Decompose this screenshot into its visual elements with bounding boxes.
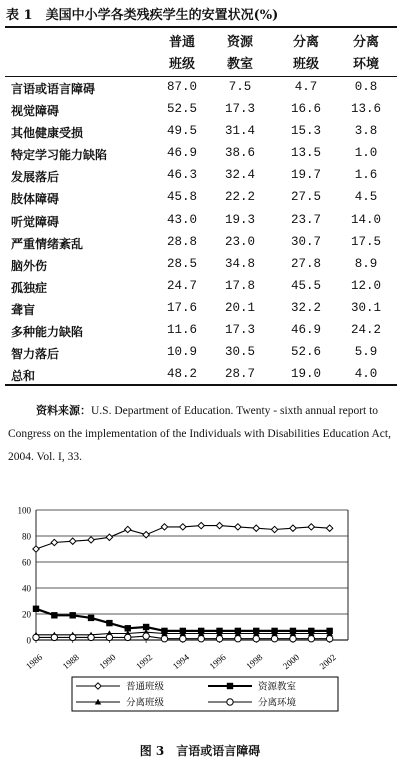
table-cell: 17.8 bbox=[224, 278, 255, 293]
table-row bbox=[5, 187, 397, 209]
table-row bbox=[5, 210, 397, 232]
table-cell: 31.4 bbox=[224, 124, 255, 139]
table-row bbox=[5, 77, 397, 99]
table-cell: 13.6 bbox=[350, 102, 381, 117]
x-tick-label: 1986 bbox=[23, 652, 45, 672]
data-point bbox=[253, 636, 259, 642]
table-top-rule bbox=[5, 26, 397, 28]
row-label: 脑外伤 bbox=[11, 258, 48, 273]
data-point bbox=[308, 636, 314, 642]
table-cell: 4.5 bbox=[354, 190, 378, 205]
legend-box bbox=[72, 677, 338, 711]
column-header-resource-room: 资源 教室 bbox=[226, 35, 253, 72]
data-point bbox=[235, 524, 241, 530]
table-cell: 32.4 bbox=[224, 168, 255, 183]
data-point bbox=[33, 546, 39, 552]
column-header-separate-class: 分离 班级 bbox=[292, 35, 319, 72]
table-cell: 12.0 bbox=[350, 278, 381, 293]
legend-label: 普通班级 bbox=[126, 681, 165, 693]
legend-marker bbox=[227, 699, 233, 705]
table-cell: 28.8 bbox=[166, 234, 197, 249]
data-point bbox=[180, 636, 186, 642]
data-point bbox=[125, 634, 131, 640]
data-point bbox=[308, 524, 314, 530]
legend-label: 分离班级 bbox=[126, 697, 165, 709]
table-cell: 45.5 bbox=[290, 278, 321, 293]
table-cell: 17.3 bbox=[224, 102, 255, 117]
table-body bbox=[5, 77, 397, 386]
data-point bbox=[143, 633, 149, 639]
table-cell: 30.5 bbox=[224, 345, 255, 360]
data-point bbox=[235, 636, 241, 642]
x-tick-label: 1992 bbox=[134, 652, 155, 672]
table-cell: 1.0 bbox=[354, 146, 378, 161]
table-cell: 22.2 bbox=[224, 190, 255, 205]
table-cell: 14.0 bbox=[350, 212, 381, 227]
row-label: 严重情绪紊乱 bbox=[11, 236, 84, 251]
table-row bbox=[5, 232, 397, 254]
table-cell: 17.6 bbox=[166, 300, 197, 315]
table-bottom-rule bbox=[5, 384, 397, 386]
column-header-regular-class: 普通 班级 bbox=[168, 35, 195, 72]
row-label: 智力落后 bbox=[11, 347, 60, 362]
table-row bbox=[5, 99, 397, 121]
data-point bbox=[51, 612, 57, 618]
data-point bbox=[290, 636, 296, 642]
data-point bbox=[271, 526, 277, 532]
x-tick-label: 1996 bbox=[207, 652, 228, 672]
data-point bbox=[216, 522, 222, 528]
table-cell: 28.7 bbox=[224, 367, 255, 382]
table-cell: 30.1 bbox=[350, 300, 381, 315]
x-tick-label: 2002 bbox=[317, 652, 338, 672]
x-tick-label: 1988 bbox=[60, 652, 81, 672]
source-note bbox=[8, 399, 394, 469]
data-point bbox=[161, 524, 167, 530]
data-point bbox=[106, 634, 112, 640]
table-row bbox=[5, 254, 397, 276]
table-cell: 19.3 bbox=[224, 212, 255, 227]
x-tick-label: 1998 bbox=[244, 652, 265, 672]
data-point bbox=[70, 634, 76, 640]
y-tick-label: 60 bbox=[22, 557, 31, 568]
table-cell: 17.3 bbox=[224, 323, 255, 338]
table-row bbox=[5, 121, 397, 143]
table-cell: 5.9 bbox=[354, 345, 378, 360]
data-point bbox=[161, 636, 167, 642]
data-point bbox=[88, 537, 94, 543]
table-row bbox=[5, 320, 397, 342]
x-tick-label: 2000 bbox=[280, 652, 302, 672]
data-point bbox=[198, 636, 204, 642]
table-cell: 15.3 bbox=[290, 124, 321, 139]
y-tick-label: 80 bbox=[22, 531, 31, 542]
column-header-separate-setting: 分离 环境 bbox=[352, 35, 379, 72]
row-label: 听觉障碍 bbox=[11, 214, 60, 229]
row-label: 特定学习能力缺陷 bbox=[11, 148, 108, 163]
table-cell: 27.5 bbox=[290, 190, 321, 205]
table-cell: 32.2 bbox=[290, 300, 321, 315]
table-cell: 46.3 bbox=[166, 168, 197, 183]
y-tick-label: 0 bbox=[26, 635, 31, 646]
row-label: 发展落后 bbox=[11, 170, 60, 185]
table-cell: 52.5 bbox=[166, 102, 197, 117]
data-point bbox=[33, 634, 39, 640]
table-title: 表 1 美国中小学各类残疾学生的安置状况(%) bbox=[6, 8, 279, 23]
table-cell: 8.9 bbox=[354, 256, 378, 271]
x-tick-label: 1994 bbox=[170, 652, 192, 672]
table-cell: 87.0 bbox=[166, 80, 197, 94]
data-point bbox=[125, 526, 131, 532]
table-cell: 52.6 bbox=[290, 345, 321, 360]
series-line bbox=[36, 609, 330, 631]
y-tick-label: 20 bbox=[22, 609, 31, 620]
table-cell: 0.8 bbox=[354, 80, 378, 94]
row-label: 言语或语言障碍 bbox=[11, 82, 96, 96]
table-cell: 24.2 bbox=[350, 323, 381, 338]
data-point bbox=[198, 522, 204, 528]
row-label: 总和 bbox=[11, 369, 36, 384]
data-point bbox=[106, 534, 112, 540]
row-label: 其他健康受损 bbox=[11, 126, 84, 141]
table-cell: 45.8 bbox=[166, 190, 197, 205]
table-cell: 43.0 bbox=[166, 212, 197, 227]
table-row bbox=[5, 342, 397, 364]
table-cell: 20.1 bbox=[224, 300, 255, 315]
data-point bbox=[326, 636, 332, 642]
table-cell: 48.2 bbox=[166, 367, 197, 382]
y-tick-label: 40 bbox=[22, 583, 31, 594]
data-point bbox=[88, 634, 94, 640]
table-row bbox=[5, 143, 397, 165]
data-point bbox=[290, 525, 296, 531]
table-cell: 46.9 bbox=[290, 323, 321, 338]
data-point bbox=[253, 525, 259, 531]
data-point bbox=[51, 634, 57, 640]
table-cell: 13.5 bbox=[290, 146, 321, 161]
legend-marker bbox=[95, 683, 101, 689]
table-cell: 23.7 bbox=[290, 212, 321, 227]
table-row bbox=[5, 276, 397, 298]
data-point bbox=[70, 612, 76, 618]
data-point bbox=[143, 532, 149, 538]
data-point bbox=[216, 636, 222, 642]
row-label: 多种能力缺陷 bbox=[11, 325, 84, 340]
table-cell: 19.7 bbox=[290, 168, 321, 183]
data-point bbox=[70, 538, 76, 544]
table-cell: 19.0 bbox=[290, 367, 321, 382]
legend-label: 资源教室 bbox=[258, 681, 297, 693]
legend-label: 分离环境 bbox=[258, 697, 297, 709]
table-cell: 30.7 bbox=[290, 234, 321, 249]
table-cell: 1.6 bbox=[354, 168, 378, 183]
table-cell: 10.9 bbox=[166, 345, 197, 360]
table-cell: 17.5 bbox=[350, 234, 381, 249]
table-cell: 3.8 bbox=[354, 124, 378, 139]
data-point bbox=[106, 620, 112, 626]
table-row bbox=[5, 364, 397, 386]
table-cell: 28.5 bbox=[166, 256, 197, 271]
source-text: U.S. Department of Education. Twenty - sixth annual report to Congress on the implementation of the Individuals with Disabilities Education Act, 2004. Vol. I, 33. bbox=[8, 405, 391, 463]
table-cell: 4.7 bbox=[294, 80, 318, 94]
row-label: 聋盲 bbox=[11, 302, 36, 317]
table-cell: 27.8 bbox=[290, 256, 321, 271]
data-point bbox=[33, 606, 39, 612]
table-cell: 4.0 bbox=[354, 367, 378, 382]
x-tick-label: 1990 bbox=[97, 652, 118, 672]
table-cell: 38.6 bbox=[224, 146, 255, 161]
table-cell: 24.7 bbox=[166, 278, 197, 293]
table-cell: 16.6 bbox=[290, 102, 321, 117]
data-point bbox=[326, 525, 332, 531]
y-tick-label: 100 bbox=[17, 505, 31, 516]
line-chart bbox=[6, 498, 356, 733]
row-label: 肢体障碍 bbox=[11, 192, 60, 207]
source-label: 资料来源： bbox=[36, 404, 91, 417]
table-row bbox=[5, 298, 397, 320]
row-label: 视觉障碍 bbox=[11, 104, 60, 119]
data-point bbox=[51, 539, 57, 545]
figure-caption: 图 3 言语或语言障碍 bbox=[139, 744, 261, 758]
table-cell: 11.6 bbox=[166, 323, 197, 338]
row-label: 孤独症 bbox=[11, 280, 48, 295]
data-point bbox=[88, 615, 94, 621]
legend-marker bbox=[227, 683, 233, 689]
table-cell: 49.5 bbox=[166, 124, 197, 139]
table-row bbox=[5, 165, 397, 187]
table-cell: 34.8 bbox=[224, 256, 255, 271]
table-cell: 7.5 bbox=[228, 80, 252, 94]
data-point bbox=[271, 636, 277, 642]
data-point bbox=[180, 524, 186, 530]
table-cell: 23.0 bbox=[224, 234, 255, 249]
table-cell: 46.9 bbox=[166, 146, 197, 161]
